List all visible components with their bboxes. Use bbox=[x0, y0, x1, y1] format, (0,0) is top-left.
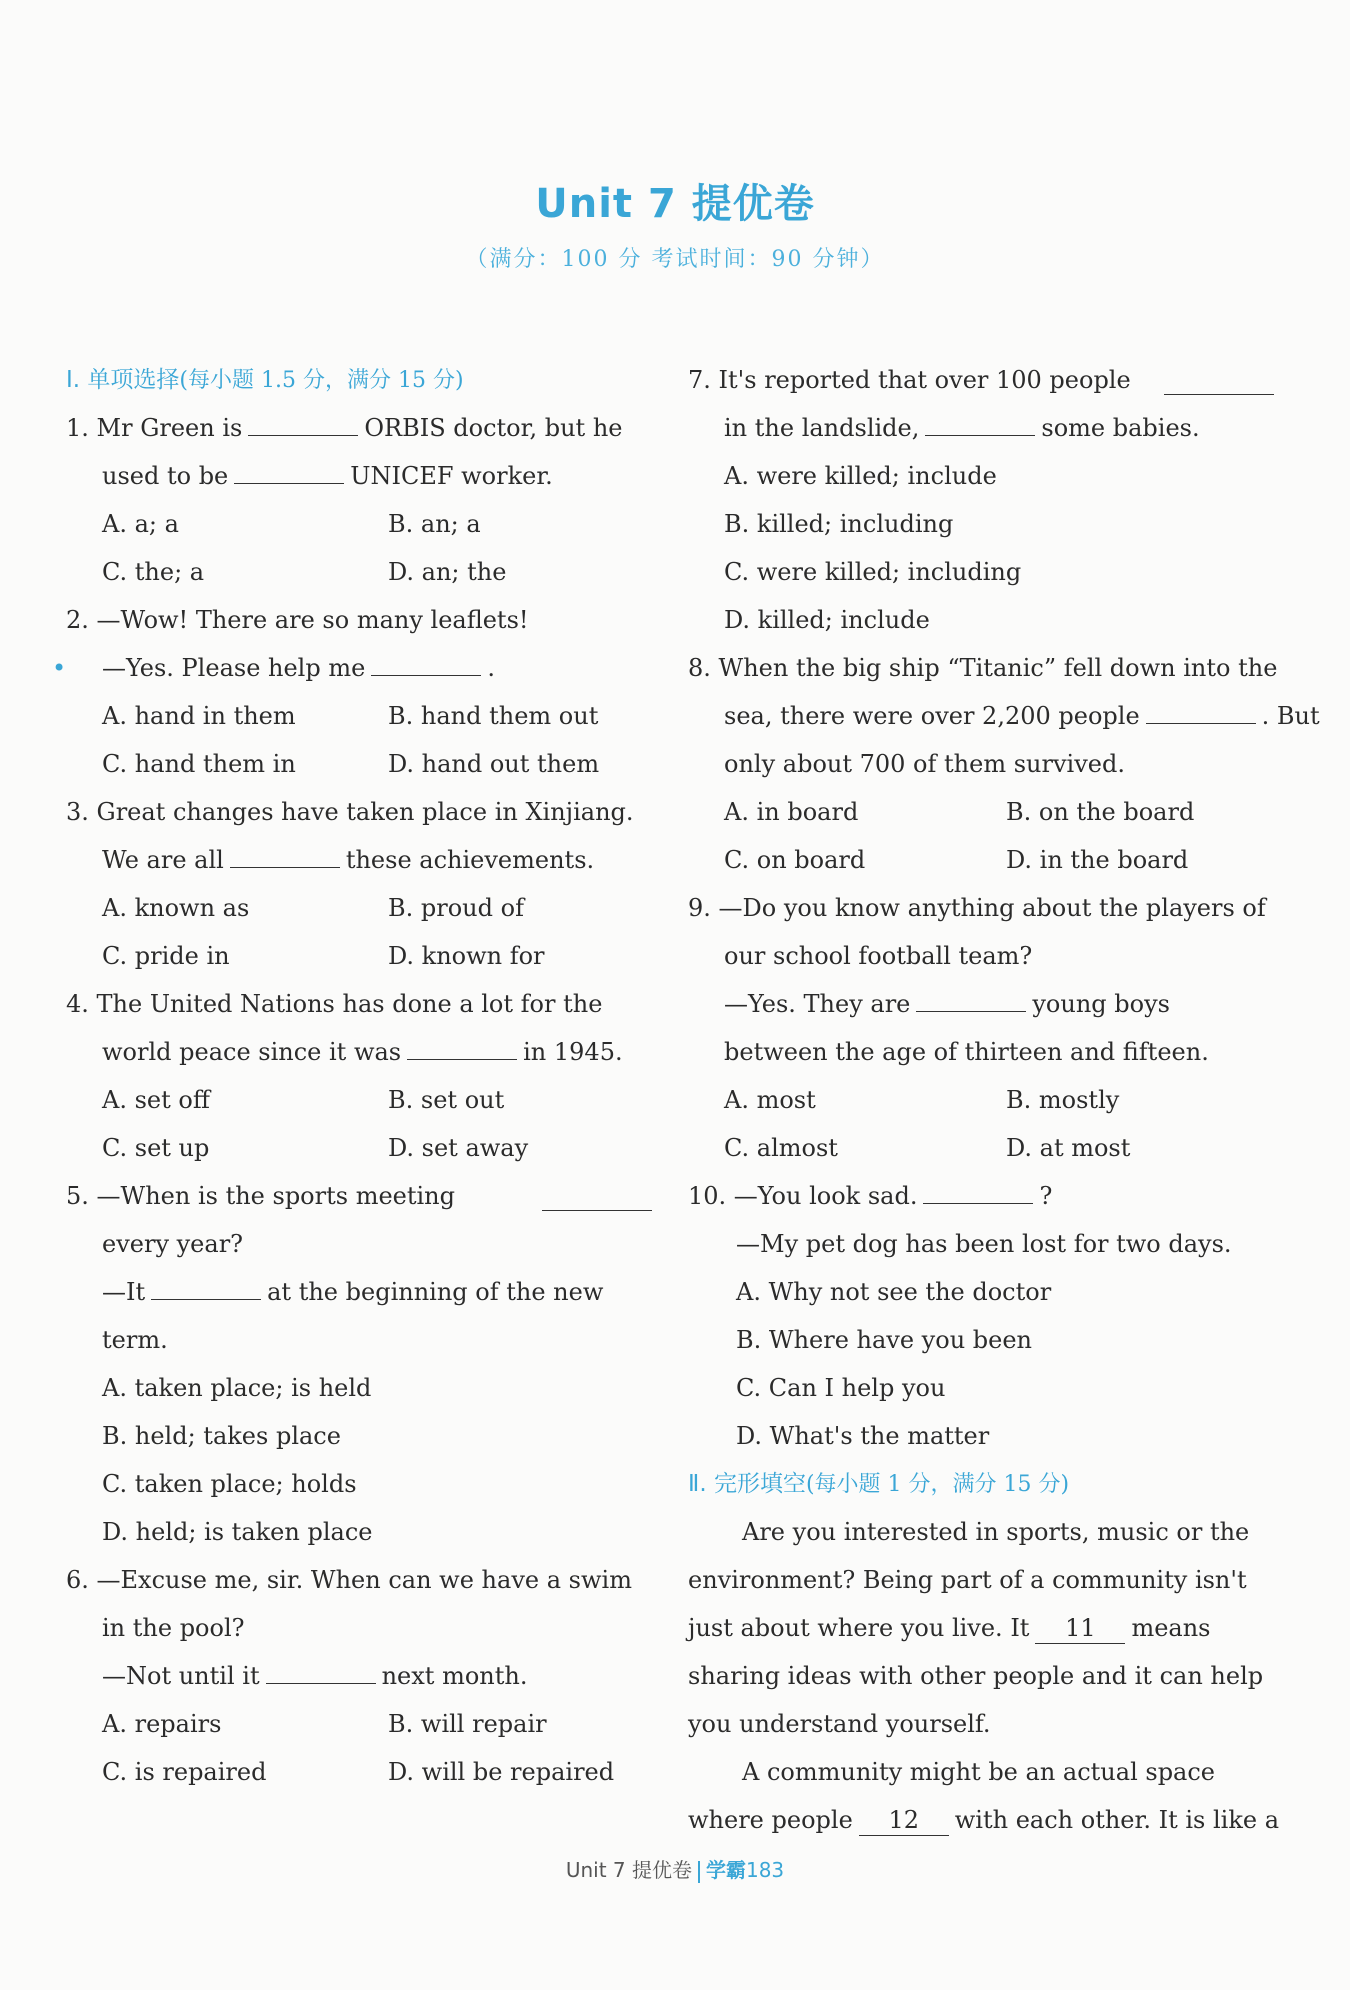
option-b: B. on the board bbox=[1006, 798, 1195, 826]
question-9-cont: between the age of thirteen and fifteen. bbox=[724, 1038, 1209, 1066]
option-d: D. set away bbox=[388, 1134, 529, 1162]
option-d: D. an; the bbox=[388, 558, 507, 586]
question-3-text: We are all bbox=[102, 846, 224, 874]
question-10-cont: —My pet dog has been lost for two days. bbox=[736, 1230, 1232, 1258]
option-a: A. were killed; include bbox=[724, 462, 997, 490]
option-c: C. were killed; including bbox=[724, 558, 1022, 586]
question-10-text: 10. —You look sad. bbox=[688, 1182, 918, 1210]
question-3: 3. Great changes have taken place in Xinjiang. bbox=[66, 798, 634, 826]
question-2-cont bbox=[52, 644, 658, 692]
question-6: 6. —Excuse me, sir. When can we have a swim bbox=[66, 1566, 632, 1594]
option-a: A. hand in them bbox=[102, 702, 296, 730]
options-row bbox=[688, 788, 1280, 836]
option-a: A. known as bbox=[102, 894, 250, 922]
answer-blank bbox=[1146, 693, 1256, 724]
question-5 bbox=[66, 1172, 658, 1220]
passage-line: Are you interested in sports, music or the bbox=[742, 1518, 1250, 1546]
cloze-blank-12: 12 bbox=[859, 1805, 949, 1836]
option-b: B. mostly bbox=[1006, 1086, 1120, 1114]
options-row bbox=[688, 836, 1280, 884]
question-2-text: —Yes. Please help me bbox=[102, 654, 366, 682]
question-1-text: used to be bbox=[102, 462, 229, 490]
option-a: A. a; a bbox=[102, 510, 179, 538]
page-footer bbox=[0, 1854, 1350, 1883]
margin-dot: • bbox=[52, 654, 67, 682]
passage-line bbox=[688, 1604, 1280, 1652]
question-4-text: world peace since it was bbox=[102, 1038, 402, 1066]
options-row bbox=[66, 548, 658, 596]
answer-blank bbox=[916, 981, 1026, 1012]
question-9-text: —Yes. They are bbox=[724, 990, 911, 1018]
section-1-title: Ⅰ. 单项选择 bbox=[66, 367, 180, 393]
passage-line: A community might be an actual space bbox=[742, 1758, 1216, 1786]
options-row bbox=[66, 1124, 658, 1172]
question-4-text: in 1945. bbox=[523, 1038, 623, 1066]
question-6-text: —Not until it bbox=[102, 1662, 260, 1690]
option-b: B. Where have you been bbox=[736, 1326, 1033, 1354]
options-row bbox=[688, 1076, 1280, 1124]
page-subtitle: （满分：100 分 考试时间：90 分钟） bbox=[465, 247, 885, 272]
option-d: D. known for bbox=[388, 942, 545, 970]
question-9-cont: our school football team? bbox=[724, 942, 1033, 970]
passage-line: sharing ideas with other people and it can help bbox=[688, 1662, 1264, 1690]
question-4-cont bbox=[66, 1028, 658, 1076]
question-8-cont bbox=[688, 692, 1320, 740]
question-8: 8. When the big ship “Titanic” fell down into the bbox=[688, 654, 1278, 682]
answer-blank bbox=[407, 1029, 517, 1060]
question-5-text: 5. —When is the sports meeting bbox=[66, 1182, 455, 1210]
options-row bbox=[66, 1076, 658, 1124]
passage-text: where people bbox=[688, 1806, 853, 1834]
question-7-text: some babies. bbox=[1041, 414, 1200, 442]
question-6-cont: in the pool? bbox=[102, 1614, 245, 1642]
section-1-note: (每小题 1.5 分，满分 15 分) bbox=[179, 368, 464, 393]
option-c: C. hand them in bbox=[102, 750, 296, 778]
footer-unit: Unit 7 提优卷 bbox=[565, 1858, 692, 1882]
answer-blank bbox=[234, 453, 344, 484]
page-number: 183 bbox=[745, 1858, 785, 1882]
question-1-text: ORBIS doctor, but he bbox=[364, 414, 623, 442]
question-3-text: these achievements. bbox=[345, 846, 595, 874]
passage-text: means bbox=[1131, 1614, 1211, 1642]
question-7 bbox=[688, 356, 1280, 404]
question-2-text: . bbox=[487, 654, 495, 682]
passage-line bbox=[688, 1796, 1280, 1844]
question-8-text: sea, there were over 2,200 people bbox=[724, 702, 1140, 730]
footer-brand: 学霸 bbox=[705, 1858, 746, 1882]
question-3-cont bbox=[66, 836, 658, 884]
option-b: B. proud of bbox=[388, 894, 524, 922]
option-c: C. Can I help you bbox=[736, 1374, 946, 1402]
option-d: D. in the board bbox=[1006, 846, 1189, 874]
option-a: A. most bbox=[724, 1086, 816, 1114]
question-5-cont: term. bbox=[102, 1326, 168, 1354]
option-c: C. taken place; holds bbox=[102, 1470, 357, 1498]
option-a: A. in board bbox=[724, 798, 859, 826]
question-8-text: . But bbox=[1261, 702, 1320, 730]
question-7-cont bbox=[688, 404, 1280, 452]
section-2-note: (每小题 1 分，满分 15 分) bbox=[805, 1472, 1070, 1497]
options-row bbox=[66, 692, 658, 740]
options-row bbox=[66, 500, 658, 548]
option-b: B. will repair bbox=[388, 1710, 547, 1738]
question-9: 9. —Do you know anything about the players of bbox=[688, 894, 1266, 922]
left-column bbox=[52, 356, 658, 1796]
option-a: A. set off bbox=[102, 1086, 210, 1114]
answer-blank bbox=[1164, 364, 1274, 395]
option-d: D. at most bbox=[1006, 1134, 1131, 1162]
question-5-text: —It bbox=[102, 1278, 146, 1306]
option-d: D. will be repaired bbox=[388, 1758, 615, 1786]
question-10-text: ? bbox=[1039, 1182, 1053, 1210]
section-1-heading bbox=[66, 356, 658, 404]
option-b: B. an; a bbox=[388, 510, 481, 538]
option-d: D. killed; include bbox=[724, 606, 930, 634]
question-5-cont bbox=[66, 1268, 658, 1316]
option-c: C. on board bbox=[724, 846, 866, 874]
question-9-cont bbox=[688, 980, 1280, 1028]
answer-blank bbox=[923, 1173, 1033, 1204]
options-row bbox=[66, 1700, 658, 1748]
question-5-cont: every year? bbox=[102, 1230, 244, 1258]
option-c: C. almost bbox=[724, 1134, 838, 1162]
option-b: B. hand them out bbox=[388, 702, 599, 730]
question-5-text: at the beginning of the new bbox=[267, 1278, 604, 1306]
answer-blank bbox=[925, 405, 1035, 436]
option-b: B. held; takes place bbox=[102, 1422, 341, 1450]
options-row bbox=[66, 884, 658, 932]
question-8-cont: only about 700 of them survived. bbox=[724, 750, 1125, 778]
question-1-cont bbox=[66, 452, 658, 500]
section-2-title: Ⅱ. 完形填空 bbox=[688, 1471, 806, 1497]
option-c: C. the; a bbox=[102, 558, 205, 586]
question-7-text: in the landslide, bbox=[724, 414, 920, 442]
question-1-text: 1. Mr Green is bbox=[66, 414, 243, 442]
question-6-cont bbox=[66, 1652, 658, 1700]
option-a: A. taken place; is held bbox=[102, 1374, 372, 1402]
options-row bbox=[688, 1124, 1280, 1172]
footer-divider bbox=[698, 1861, 700, 1883]
section-2-heading bbox=[688, 1460, 1280, 1508]
answer-blank bbox=[371, 645, 481, 676]
option-c: C. is repaired bbox=[102, 1758, 267, 1786]
question-6-text: next month. bbox=[381, 1662, 528, 1690]
question-9-text: young boys bbox=[1032, 990, 1170, 1018]
option-b: B. killed; including bbox=[724, 510, 954, 538]
answer-blank bbox=[230, 837, 340, 868]
answer-blank bbox=[542, 1180, 652, 1211]
option-a: A. repairs bbox=[102, 1710, 222, 1738]
option-d: D. What's the matter bbox=[736, 1422, 990, 1450]
right-column bbox=[688, 356, 1320, 1844]
option-c: C. pride in bbox=[102, 942, 230, 970]
question-1-text: UNICEF worker. bbox=[350, 462, 553, 490]
option-b: B. set out bbox=[388, 1086, 505, 1114]
question-2: 2. —Wow! There are so many leaflets! bbox=[66, 606, 529, 634]
answer-blank bbox=[266, 1653, 376, 1684]
options-row bbox=[66, 1748, 658, 1796]
answer-blank bbox=[151, 1269, 261, 1300]
passage-text: just about where you live. It bbox=[688, 1614, 1030, 1642]
passage-line: environment? Being part of a community isn't bbox=[688, 1566, 1247, 1594]
options-row bbox=[66, 740, 658, 788]
passage-text: with each other. It is like a bbox=[954, 1806, 1280, 1834]
question-7-text: 7. It's reported that over 100 people bbox=[688, 366, 1131, 394]
question-1 bbox=[66, 404, 658, 452]
page-title: Unit 7 提优卷 bbox=[535, 181, 815, 227]
passage-line: you understand yourself. bbox=[688, 1710, 991, 1738]
option-a: A. Why not see the doctor bbox=[736, 1278, 1052, 1306]
option-d: D. held; is taken place bbox=[102, 1518, 373, 1546]
options-row bbox=[66, 932, 658, 980]
cloze-blank-11: 11 bbox=[1035, 1613, 1125, 1644]
option-d: D. hand out them bbox=[388, 750, 600, 778]
option-c: C. set up bbox=[102, 1134, 210, 1162]
answer-blank bbox=[248, 405, 358, 436]
question-4: 4. The United Nations has done a lot for the bbox=[66, 990, 603, 1018]
question-10 bbox=[688, 1172, 1280, 1220]
